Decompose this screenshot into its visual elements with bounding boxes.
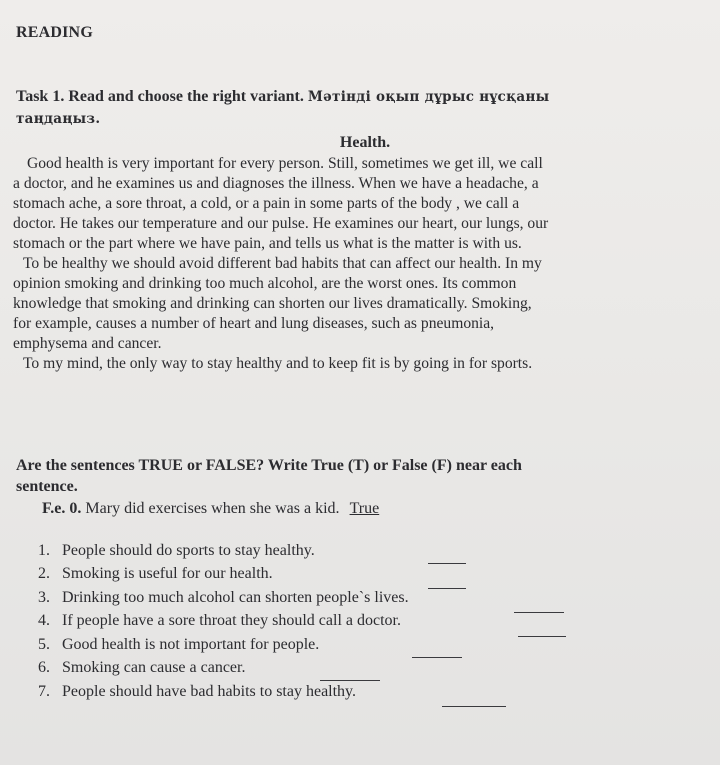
text-line: To be healthy we should avoid different bad habits that can affect our health. In my: [23, 255, 542, 272]
task-title-kazakh: Мәтінді оқып дұрыс нұсқаны: [307, 89, 550, 105]
text-line: Good health is very important for every person. Still, sometimes we get ill, we call: [27, 155, 543, 172]
reading-text-title: Health.: [339, 134, 391, 151]
statement-item: [38, 636, 319, 654]
text-line: a doctor, and he examines us and diagnoses the illness. When we have a headache, a: [13, 175, 539, 192]
answer-blank[interactable]: [428, 588, 466, 589]
statement-number: 3.: [38, 589, 50, 606]
statement-item: [38, 565, 273, 583]
text-line: doctor. He takes our temperature and our pulse. He examines our heart, our lungs, our: [13, 215, 549, 232]
statement-text: Good health is not important for people.: [62, 636, 320, 653]
task-title-kazakh-cont: таңдаңыз.: [16, 111, 101, 127]
text-line: for example, causes a number of heart and lung diseases, such as pneumonia,: [13, 315, 495, 332]
statement-text: People should do sports to stay healthy.: [62, 542, 315, 559]
answer-blank[interactable]: [442, 706, 506, 707]
reading-text-body: [13, 154, 713, 374]
statement-number: 7.: [38, 683, 50, 700]
instruction-line: Are the sentences TRUE or FALSE? Write True (T) or False (F) near each: [16, 457, 522, 474]
statement-item: [38, 683, 356, 701]
instruction-line: sentence.: [16, 478, 78, 495]
section-heading: READING: [16, 24, 93, 41]
text-line: stomach or the part where we have pain, and tells us what is the matter is with us.: [13, 235, 522, 252]
text-line: emphysema and cancer.: [13, 335, 162, 352]
example-sentence: Mary did exercises when she was a kid.: [85, 500, 340, 517]
example-answer: True: [349, 500, 380, 517]
true-false-instruction: [16, 455, 696, 497]
task-title-english: Task 1. Read and choose the right variant.: [16, 88, 304, 105]
statement-item: [38, 542, 315, 560]
statement-item: [38, 589, 409, 607]
answer-blank[interactable]: [412, 657, 462, 658]
answer-blank[interactable]: [320, 680, 380, 681]
answer-blank[interactable]: [428, 563, 466, 564]
answer-blank[interactable]: [514, 612, 564, 613]
statement-text: People should have bad habits to stay healthy.: [62, 683, 357, 700]
text-line: To my mind, the only way to stay healthy and to keep fit is by going in for sports.: [23, 355, 533, 372]
statement-text: Drinking too much alcohol can shorten people`s lives.: [62, 589, 409, 606]
example-item: [42, 500, 379, 518]
statement-text: If people have a sore throat they should call a doctor.: [62, 612, 401, 629]
statement-number: 1.: [38, 542, 50, 559]
statement-number: 2.: [38, 565, 50, 582]
statement-number: 4.: [38, 612, 50, 629]
statement-number: 5.: [38, 636, 50, 653]
task-instruction: [16, 86, 696, 130]
statement-text: Smoking is useful for our health.: [62, 565, 273, 582]
text-line: stomach ache, a sore throat, a cold, or a pain in some parts of the body , we call a: [13, 195, 520, 212]
answer-blank[interactable]: [518, 636, 566, 637]
statement-item: [38, 659, 245, 677]
statement-number: 6.: [38, 659, 50, 676]
text-line: opinion smoking and drinking too much alcohol, are the worst ones. Its common: [13, 275, 517, 292]
example-label: F.e. 0.: [42, 500, 82, 517]
text-line: knowledge that smoking and drinking can shorten our lives dramatically. Smoking,: [13, 295, 532, 312]
statement-text: Smoking can cause a cancer.: [62, 659, 246, 676]
statement-item: [38, 612, 401, 630]
